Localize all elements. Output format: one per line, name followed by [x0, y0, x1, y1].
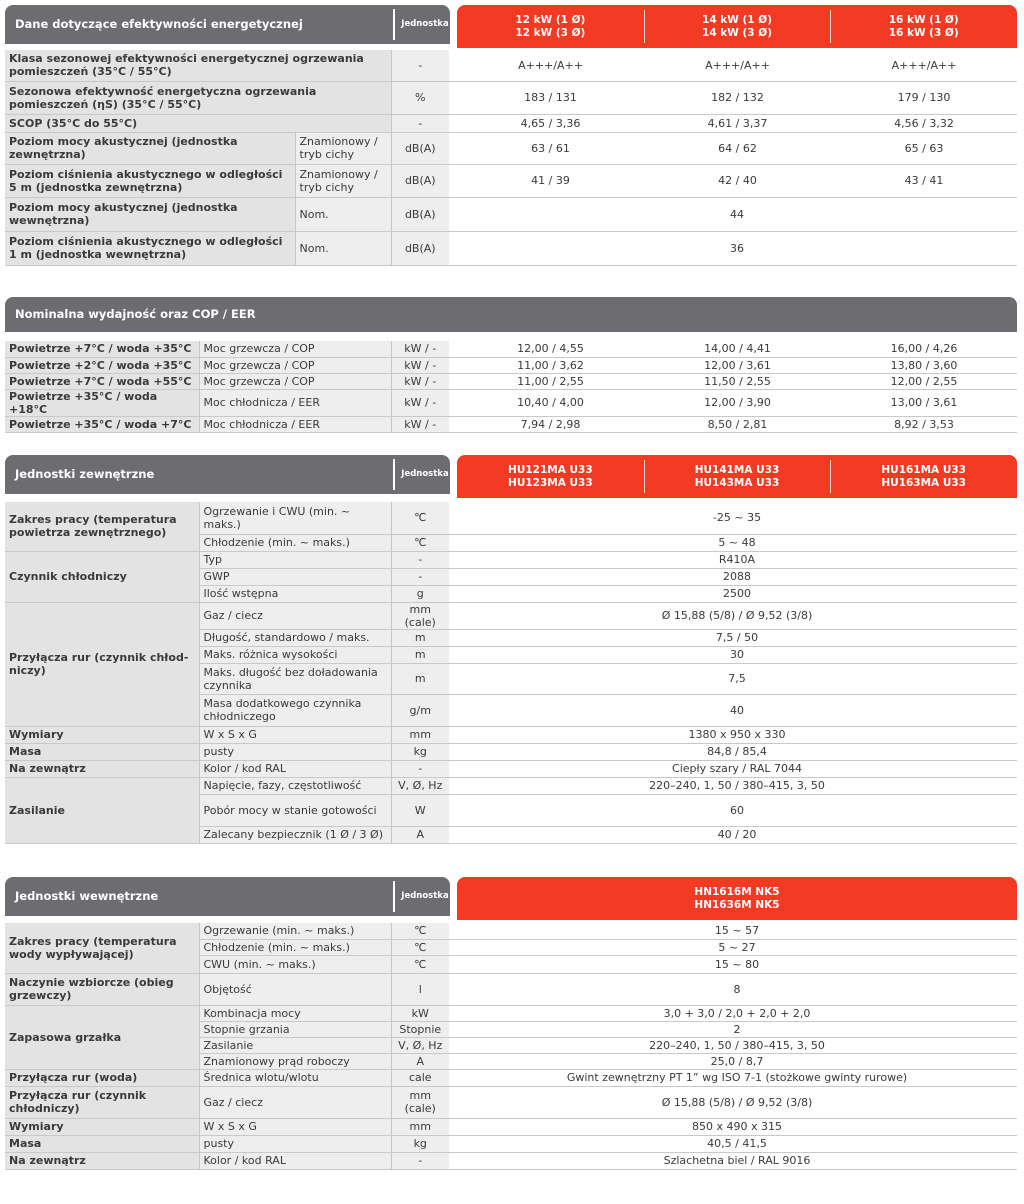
energy-efficiency-section — [0, 5, 1024, 44]
row-label: Poziom mocy akustycznej (jednostka wewnętrzna) — [5, 197, 295, 231]
model-column — [457, 877, 1017, 920]
cell-value: 220–240, 1, 50 / 380–415, 3, 50 — [457, 1037, 1017, 1053]
row-sublabel: Napięcie, fazy, częstotliwość — [199, 777, 391, 794]
group-label: Na zewnątrz — [5, 760, 199, 777]
cell-value: 8,92 / 3,53 — [831, 416, 1017, 432]
row-unit: - — [391, 1152, 449, 1169]
cell-value: Ø 15,88 (5/8) / Ø 9,52 (3/8) — [457, 602, 1017, 629]
unit-column-header: Jednostka — [393, 881, 455, 912]
row-unit: - — [391, 568, 449, 585]
row-sublabel: Kombinacja mocy — [199, 1005, 391, 1021]
row-unit: ℃ — [391, 955, 449, 973]
row-sublabel: pusty — [199, 1135, 391, 1152]
cell-value: 13,80 / 3,60 — [831, 357, 1017, 373]
row-unit: V, Ø, Hz — [391, 777, 449, 794]
cell-value: 179 / 130 — [831, 81, 1017, 114]
row-sublabel: Masa dodatkowego czynnika chłodniczego — [199, 694, 391, 726]
row-label: SCOP (35°C do 55°C) — [5, 114, 391, 132]
table-row — [5, 416, 1017, 432]
row-unit: kW / - — [391, 357, 449, 373]
unit-column-header: Jednostka — [393, 459, 455, 490]
table-row — [5, 726, 1017, 743]
cell-value: -25 ~ 35 — [457, 502, 1017, 534]
row-unit: mm — [391, 726, 449, 743]
table-row — [5, 923, 1017, 939]
cell-value: 15 ~ 80 — [457, 955, 1017, 973]
row-sublabel: Gaz / ciecz — [199, 602, 391, 629]
row-label: Powietrze +35°C / woda +7°C — [5, 416, 199, 432]
model-top-label: HU141MA U33 — [694, 463, 780, 476]
model-column-1 — [457, 455, 644, 498]
group-label: Naczynie wzbiorcze (obieg grzewczy) — [5, 973, 199, 1005]
row-unit: kW / - — [391, 341, 449, 357]
cell-value: 12,00 / 2,55 — [831, 373, 1017, 389]
row-sublabel: W x S x G — [199, 726, 391, 743]
row-unit: ℃ — [391, 534, 449, 551]
cell-value: 43 / 41 — [831, 164, 1017, 197]
cell-value: 30 — [457, 646, 1017, 663]
row-unit: % — [391, 81, 449, 114]
section-header — [5, 877, 450, 916]
cell-value: 183 / 131 — [457, 81, 644, 114]
table-row — [5, 602, 1017, 629]
table-row — [5, 1069, 1017, 1086]
table-row — [5, 502, 1017, 534]
row-unit: kW — [391, 1005, 449, 1021]
group-label: Masa — [5, 743, 199, 760]
row-sublabel: Maks. długość bez doładowania czynnika — [199, 663, 391, 694]
table-row — [5, 357, 1017, 373]
model-bottom-label: 16 kW (3 Ø) — [888, 26, 959, 39]
energy-efficiency-table — [5, 50, 1017, 266]
cell-value: 44 — [457, 197, 1017, 231]
row-unit: kg — [391, 1135, 449, 1152]
row-unit: g/m — [391, 694, 449, 726]
group-label: Na zewnątrz — [5, 1152, 199, 1169]
group-label: Zakres pracy (temperatura powietrza zewnętrznego) — [5, 502, 199, 551]
cell-value: 64 / 62 — [644, 132, 831, 164]
table-row — [5, 132, 1017, 164]
row-unit: - — [391, 760, 449, 777]
row-sublabel: Ogrzewanie (min. ~ maks.) — [199, 923, 391, 939]
row-sublabel: GWP — [199, 568, 391, 585]
cell-value: 2088 — [457, 568, 1017, 585]
row-sublabel: Objętość — [199, 973, 391, 1005]
section-header — [5, 297, 1017, 332]
row-unit: l — [391, 973, 449, 1005]
cell-value: 4,61 / 3,37 — [644, 114, 831, 132]
row-sublabel: Typ — [199, 551, 391, 568]
row-unit: Stopnie — [391, 1021, 449, 1037]
row-sublabel: Chłodzenie (min. ~ maks.) — [199, 534, 391, 551]
cell-value: 7,5 / 50 — [457, 629, 1017, 646]
table-row — [5, 341, 1017, 357]
row-sublabel: Nom. — [295, 231, 391, 265]
cell-value: 11,50 / 2,55 — [644, 373, 831, 389]
row-sublabel: Znamionowy prąd roboczy — [199, 1053, 391, 1069]
model-bottom-label: HU143MA U33 — [694, 476, 780, 489]
row-sublabel: Znamionowy / tryb cichy — [295, 164, 391, 197]
model-bottom-label: 14 kW (3 Ø) — [702, 26, 772, 39]
group-label: Wymiary — [5, 1118, 199, 1135]
cell-value: Szlachetna biel / RAL 9016 — [457, 1152, 1017, 1169]
cell-value: 36 — [457, 231, 1017, 265]
model-column-3 — [830, 5, 1017, 48]
cell-value: A+++/A++ — [644, 50, 831, 81]
row-unit: ℃ — [391, 939, 449, 955]
model-bottom-label: 12 kW (3 Ø) — [515, 26, 586, 39]
cell-value: 40 / 20 — [457, 826, 1017, 843]
cell-value: 63 / 61 — [457, 132, 644, 164]
table-row — [5, 743, 1017, 760]
row-sublabel: Długość, standardowo / maks. — [199, 629, 391, 646]
section-header — [5, 5, 450, 44]
model-columns-header — [457, 455, 1017, 498]
model-top-label: 16 kW (1 Ø) — [888, 13, 959, 26]
group-label: Przyłącza rur (woda) — [5, 1069, 199, 1086]
row-sublabel: Moc chłodnicza / EER — [199, 389, 391, 416]
cell-value: 11,00 / 3,62 — [457, 357, 644, 373]
cell-value: 40 — [457, 694, 1017, 726]
cell-value: 850 x 490 x 315 — [457, 1118, 1017, 1135]
cell-value: 5 ~ 48 — [457, 534, 1017, 551]
cell-value: 11,00 / 2,55 — [457, 373, 644, 389]
row-unit: V, Ø, Hz — [391, 1037, 449, 1053]
indoor-units-section — [0, 877, 1024, 916]
table-row — [5, 973, 1017, 1005]
row-label: Powietrze +35°C / woda +18°C — [5, 389, 199, 416]
cell-value: 14,00 / 4,41 — [644, 341, 831, 357]
cell-value: 8 — [457, 973, 1017, 1005]
table-row — [5, 197, 1017, 231]
section-title: Jednostki wewnętrzne — [15, 889, 159, 903]
group-label: Masa — [5, 1135, 199, 1152]
model-bottom-label: HU123MA U33 — [508, 476, 593, 489]
cell-value: 8,50 / 2,81 — [644, 416, 831, 432]
cell-value: 12,00 / 4,55 — [457, 341, 644, 357]
cell-value: 2 — [457, 1021, 1017, 1037]
row-unit: - — [391, 50, 449, 81]
row-sublabel: Nom. — [295, 197, 391, 231]
cell-value: 7,5 — [457, 663, 1017, 694]
model-column-2 — [644, 455, 831, 498]
row-sublabel: Kolor / kod RAL — [199, 1152, 391, 1169]
nominal-capacity-section — [0, 297, 1024, 332]
model-column-3 — [830, 455, 1017, 498]
cell-value: 12,00 / 3,61 — [644, 357, 831, 373]
cell-value: 84,8 / 85,4 — [457, 743, 1017, 760]
row-unit: ℃ — [391, 502, 449, 534]
row-unit: dB(A) — [391, 132, 449, 164]
cell-value: 182 / 132 — [644, 81, 831, 114]
outdoor-units-section — [0, 455, 1024, 494]
cell-value: R410A — [457, 551, 1017, 568]
row-unit: A — [391, 1053, 449, 1069]
group-label: Wymiary — [5, 726, 199, 743]
table-row — [5, 81, 1017, 114]
row-label: Klasa sezonowej efektywności energetycznej ogrzewania pomieszczeń (35°C / 55°C) — [5, 50, 391, 81]
group-label: Przyłącza rur (czynnik chłodniczy) — [5, 1086, 199, 1118]
model-top-label: 12 kW (1 Ø) — [515, 13, 586, 26]
outdoor-units-table — [5, 502, 1017, 844]
row-unit: dB(A) — [391, 231, 449, 265]
section-title: Jednostki zewnętrzne — [15, 467, 155, 481]
row-label: Poziom mocy akustycznej (jednostka zewnętrzna) — [5, 132, 295, 164]
table-row — [5, 1118, 1017, 1135]
row-unit: m — [391, 663, 449, 694]
indoor-units-table — [5, 923, 1017, 1170]
cell-value: 1380 x 950 x 330 — [457, 726, 1017, 743]
row-sublabel: Maks. różnica wysokości — [199, 646, 391, 663]
row-unit: W — [391, 794, 449, 826]
model-bottom-label: HN1636M NK5 — [694, 898, 780, 911]
cell-value: 4,56 / 3,32 — [831, 114, 1017, 132]
model-columns-header — [457, 877, 1017, 920]
model-top-label: HU161MA U33 — [881, 463, 966, 476]
row-label: Powietrze +7°C / woda +35°C — [5, 341, 199, 357]
cell-value: Ø 15,88 (5/8) / Ø 9,52 (3/8) — [457, 1086, 1017, 1118]
cell-value: 5 ~ 27 — [457, 939, 1017, 955]
row-sublabel: Moc grzewcza / COP — [199, 357, 391, 373]
row-sublabel: Moc grzewcza / COP — [199, 341, 391, 357]
model-top-label: HN1616M NK5 — [694, 885, 780, 898]
cell-value: 13,00 / 3,61 — [831, 389, 1017, 416]
cell-value: 12,00 / 3,90 — [644, 389, 831, 416]
row-unit: - — [391, 114, 449, 132]
row-sublabel: Chłodzenie (min. ~ maks.) — [199, 939, 391, 955]
row-unit: - — [391, 551, 449, 568]
section-title: Dane dotyczące efektywności energetycznej — [15, 17, 303, 31]
cell-value: 40,5 / 41,5 — [457, 1135, 1017, 1152]
table-row — [5, 551, 1017, 568]
table-row — [5, 777, 1017, 794]
cell-value: 10,40 / 4,00 — [457, 389, 644, 416]
row-unit: mm — [391, 1118, 449, 1135]
nominal-capacity-table — [5, 341, 1017, 433]
table-row — [5, 760, 1017, 777]
cell-value: 15 ~ 57 — [457, 923, 1017, 939]
row-sublabel: W x S x G — [199, 1118, 391, 1135]
group-label: Czynnik chłodniczy — [5, 551, 199, 602]
row-sublabel: Moc grzewcza / COP — [199, 373, 391, 389]
row-unit: mm (cale) — [391, 602, 449, 629]
row-unit: dB(A) — [391, 164, 449, 197]
group-label: Zakres pracy (temperatura wody wypływającej) — [5, 923, 199, 973]
row-sublabel: CWU (min. ~ maks.) — [199, 955, 391, 973]
model-bottom-label: HU163MA U33 — [881, 476, 966, 489]
row-unit: dB(A) — [391, 197, 449, 231]
row-unit: m — [391, 629, 449, 646]
row-unit: kW / - — [391, 389, 449, 416]
table-row — [5, 1005, 1017, 1021]
table-row — [5, 1086, 1017, 1118]
row-sublabel: Zasilanie — [199, 1037, 391, 1053]
cell-value: Gwint zewnętrzny PT 1” wg ISO 7-1 (stożkowe gwinty rurowe) — [457, 1069, 1017, 1086]
model-columns-header — [457, 5, 1017, 48]
cell-value: 7,94 / 2,98 — [457, 416, 644, 432]
table-row — [5, 114, 1017, 132]
row-label: Poziom ciśnienia akustycznego w odległości 5 m (jednostka zewnętrzna) — [5, 164, 295, 197]
row-label: Poziom ciśnienia akustycznego w odległości 1 m (jednostka wewnętrzna) — [5, 231, 295, 265]
section-header — [5, 455, 450, 494]
row-sublabel: Stopnie grzania — [199, 1021, 391, 1037]
row-unit: kW / - — [391, 373, 449, 389]
table-row — [5, 373, 1017, 389]
row-label: Sezonowa efektywność energetyczna ogrzewania pomieszczeń (ηS) (35°C / 55°C) — [5, 81, 391, 114]
model-column-1 — [457, 5, 644, 48]
table-row — [5, 389, 1017, 416]
group-label: Przyłącza rur (czynnik chłod-niczy) — [5, 602, 199, 726]
table-row — [5, 164, 1017, 197]
group-label: Zasilanie — [5, 777, 199, 843]
row-unit: kg — [391, 743, 449, 760]
row-sublabel: Ogrzewanie i CWU (min. ~ maks.) — [199, 502, 391, 534]
row-unit: A — [391, 826, 449, 843]
cell-value: 4,65 / 3,36 — [457, 114, 644, 132]
cell-value: 42 / 40 — [644, 164, 831, 197]
model-top-label: 14 kW (1 Ø) — [702, 13, 772, 26]
cell-value: Ciepły szary / RAL 7044 — [457, 760, 1017, 777]
cell-value: 25,0 / 8,7 — [457, 1053, 1017, 1069]
model-top-label: HU121MA U33 — [508, 463, 593, 476]
row-sublabel: pusty — [199, 743, 391, 760]
cell-value: A+++/A++ — [457, 50, 644, 81]
unit-column-header: Jednostka — [393, 9, 455, 40]
row-unit: cale — [391, 1069, 449, 1086]
cell-value: 41 / 39 — [457, 164, 644, 197]
row-sublabel: Pobór mocy w stanie gotowości — [199, 794, 391, 826]
group-label: Zapasowa grzałka — [5, 1005, 199, 1069]
row-sublabel: Znamionowy / tryb cichy — [295, 132, 391, 164]
row-sublabel: Kolor / kod RAL — [199, 760, 391, 777]
cell-value: 60 — [457, 794, 1017, 826]
section-title: Nominalna wydajność oraz COP / EER — [15, 307, 256, 321]
cell-value: 65 / 63 — [831, 132, 1017, 164]
row-label: Powietrze +7°C / woda +55°C — [5, 373, 199, 389]
cell-value: 2500 — [457, 585, 1017, 602]
row-label: Powietrze +2°C / woda +35°C — [5, 357, 199, 373]
row-sublabel: Gaz / ciecz — [199, 1086, 391, 1118]
row-sublabel: Ilość wstępna — [199, 585, 391, 602]
row-unit: mm (cale) — [391, 1086, 449, 1118]
row-sublabel: Zalecany bezpiecznik (1 Ø / 3 Ø) — [199, 826, 391, 843]
table-row — [5, 1152, 1017, 1169]
row-unit: kW / - — [391, 416, 449, 432]
cell-value: 3,0 + 3,0 / 2,0 + 2,0 + 2,0 — [457, 1005, 1017, 1021]
row-unit: g — [391, 585, 449, 602]
cell-value: 16,00 / 4,26 — [831, 341, 1017, 357]
row-sublabel: Średnica wlotu/wlotu — [199, 1069, 391, 1086]
model-column-2 — [644, 5, 831, 48]
row-unit: m — [391, 646, 449, 663]
row-unit: ℃ — [391, 923, 449, 939]
cell-value: A+++/A++ — [831, 50, 1017, 81]
table-row — [5, 50, 1017, 81]
row-sublabel: Moc chłodnicza / EER — [199, 416, 391, 432]
cell-value: 220–240, 1, 50 / 380–415, 3, 50 — [457, 777, 1017, 794]
table-row — [5, 1135, 1017, 1152]
table-row — [5, 231, 1017, 265]
